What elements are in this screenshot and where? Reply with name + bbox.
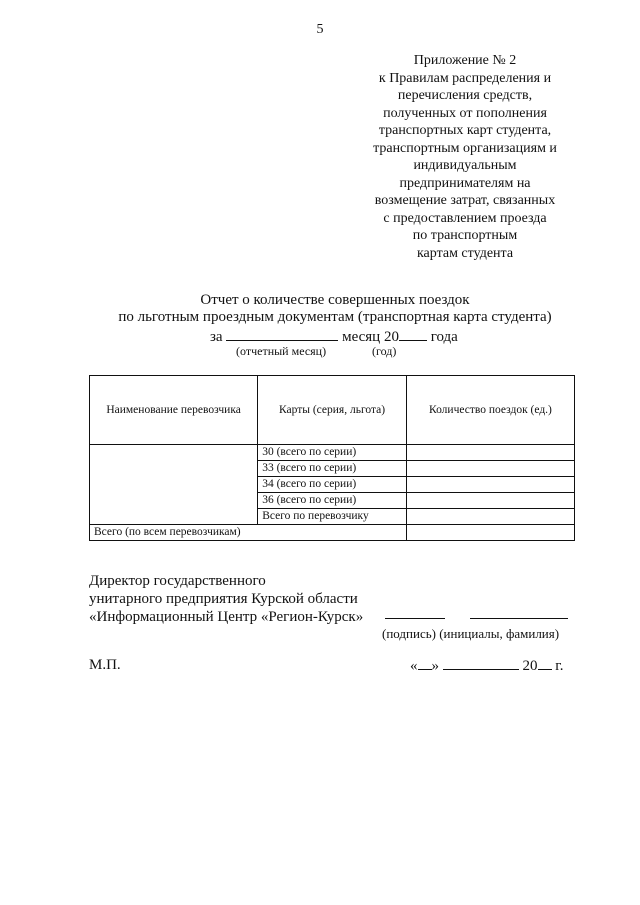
- director-line: «Информационный Центр «Регион-Курск»: [89, 609, 364, 625]
- header-cards: Карты (серия, льгота): [258, 376, 407, 445]
- period-year-word: года: [430, 329, 458, 345]
- appendix-line: картам студента: [416, 245, 514, 261]
- appendix-line: индивидуальным: [413, 158, 517, 173]
- appendix-line: транспортным организациям и: [373, 140, 557, 156]
- total-label: Всего (по всем перевозчикам): [90, 525, 407, 541]
- appendix-title: Приложение № 2: [413, 53, 517, 68]
- cards-cell: 34 (всего по серии): [258, 477, 407, 493]
- page-number: 5: [316, 22, 324, 37]
- date-open-quote: «: [410, 658, 418, 674]
- appendix-line: транспортных карт студента,: [378, 123, 552, 138]
- carrier-cell[interactable]: [90, 445, 258, 525]
- director-block: [89, 572, 363, 626]
- trips-cell[interactable]: [406, 445, 574, 461]
- cards-cell: 30 (всего по серии): [258, 445, 407, 461]
- appendix-header: [355, 52, 575, 262]
- period-prefix: за: [210, 329, 223, 345]
- director-line: Директор государственного: [89, 573, 266, 589]
- appendix-line: перечисления средств,: [397, 88, 533, 103]
- month-blank[interactable]: [226, 328, 338, 341]
- header-carrier: Наименование перевозчика: [90, 376, 258, 445]
- signature-captions: (подпись) (инициалы, фамилия): [382, 626, 560, 641]
- appendix-line: возмещение затрат, связанных: [374, 193, 556, 208]
- table-total-row: [90, 525, 575, 541]
- appendix-line: полученных от пополнения: [383, 105, 547, 121]
- date-close-quote: »: [431, 658, 439, 674]
- report-title-line: Отчет о количестве совершенных поездок: [200, 292, 470, 308]
- month-caption: (отчетный месяц): [236, 344, 327, 358]
- director-line: унитарного предприятия Курской области: [89, 591, 358, 607]
- day-blank[interactable]: [418, 657, 432, 670]
- report-title: [90, 292, 580, 326]
- year-blank[interactable]: [399, 328, 427, 341]
- total-trips-cell[interactable]: [406, 525, 574, 541]
- signature-blank[interactable]: [385, 606, 445, 619]
- period-month-word: месяц 20: [342, 329, 399, 345]
- date-year-prefix: 20: [522, 658, 538, 674]
- trips-cell[interactable]: [406, 477, 574, 493]
- appendix-line: по транспортным: [412, 228, 518, 243]
- report-table: [89, 375, 575, 541]
- appendix-line: с предоставлением проезда: [383, 210, 547, 226]
- appendix-line: предпринимателям на: [399, 175, 531, 191]
- trips-cell[interactable]: [406, 509, 574, 525]
- trips-cell[interactable]: [406, 461, 574, 477]
- month-name-blank[interactable]: [443, 657, 519, 670]
- stamp-label: М.П.: [89, 657, 121, 673]
- date-year-suffix: г.: [555, 658, 564, 674]
- table-header-row: [90, 376, 575, 445]
- cards-cell: Всего по перевозчику: [258, 509, 407, 525]
- date-year-blank[interactable]: [538, 657, 552, 670]
- table-row: [90, 445, 575, 461]
- report-title-line: по льготным проездным документам (транспортная карта студента): [118, 309, 552, 325]
- signature-date: [410, 657, 563, 675]
- trips-cell[interactable]: [406, 493, 574, 509]
- year-caption: (год): [372, 344, 397, 358]
- header-trips: Количество поездок (ед.): [406, 376, 574, 445]
- cards-cell: 33 (всего по серии): [258, 461, 407, 477]
- name-blank[interactable]: [470, 606, 568, 619]
- appendix-line: к Правилам распределения и: [378, 70, 552, 86]
- cards-cell: 36 (всего по серии): [258, 493, 407, 509]
